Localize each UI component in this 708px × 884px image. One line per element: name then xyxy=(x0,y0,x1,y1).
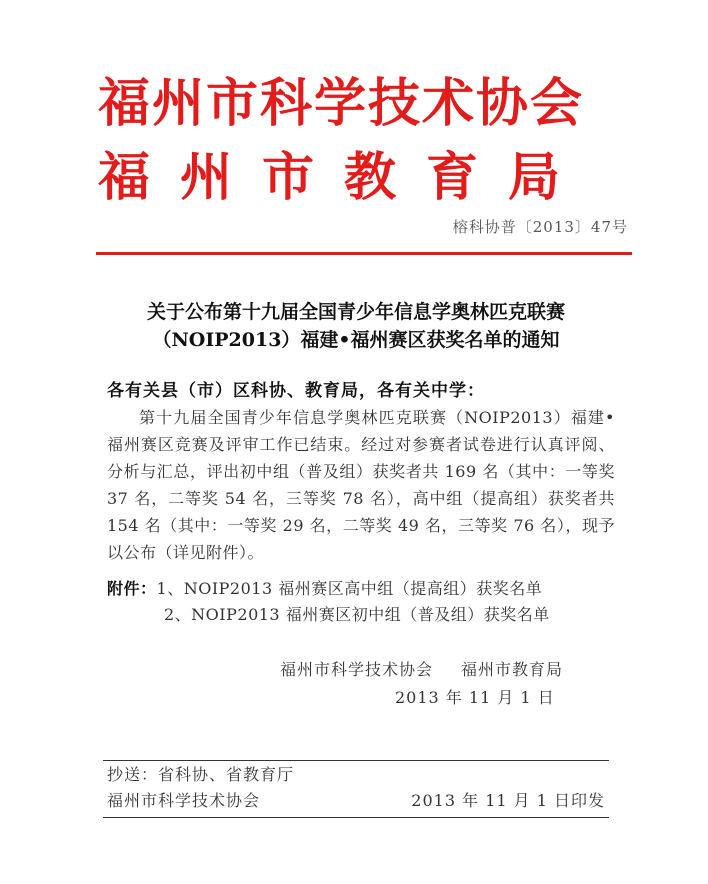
body-text xyxy=(107,404,615,566)
red-header-divider xyxy=(96,252,632,255)
cc-line: 抄送：省科协、省教育厅 xyxy=(107,765,295,784)
footer-issuer: 福州市科学技术协会 xyxy=(107,791,261,810)
footer-issue-line xyxy=(107,788,605,814)
signature-block xyxy=(280,656,563,712)
title-line-2: （NOIP2013）福建•福州赛区获奖名单的通知 xyxy=(152,329,560,351)
footer-print-date: 2013 年 11 月 1 日印发 xyxy=(411,791,605,810)
attachments-label: 附件： xyxy=(107,579,157,598)
title-line-1: 关于公布第十九届全国青少年信息学奥林匹克联赛 xyxy=(146,301,565,323)
attachments xyxy=(107,576,550,628)
signature-org-1: 福州市科学技术协会 xyxy=(280,660,434,679)
document-number: 榕科协普〔2013〕47号 xyxy=(452,218,628,236)
signature-org-2: 福州市教育局 xyxy=(461,660,564,679)
issuer-name-science-association: 福州市科学技术协会 xyxy=(98,74,585,134)
attachment-item-1: 1、NOIP2013 福州赛区高中组（提高组）获奖名单 xyxy=(156,579,543,598)
attachment-item-2: 2、NOIP2013 福州赛区初中组（普及组）获奖名单 xyxy=(164,605,550,624)
document-title xyxy=(96,298,616,354)
issuer-name-education-bureau: 福州市教育局 xyxy=(98,148,591,208)
signature-date: 2013 年 11 月 1 日 xyxy=(395,688,555,707)
salutation: 各有关县（市）区科协、教育局，各有关中学： xyxy=(107,381,485,401)
footer-divider-top xyxy=(103,760,609,761)
footer-divider-bottom xyxy=(103,817,609,818)
body-paragraph: 第十九届全国青少年信息学奥林匹克联赛（NOIP2013）福建•福州赛区竞赛及评审工作已结束。经过对参赛者试卷进行认真评阅、分析与汇总，评出初中组（普及组）获奖者共 169 名（其中：一等奖 37 名，二等奖 54 名，三等奖 78 名），高中组（提高组）获奖者共 154 名（其中：一等奖 29 名，二等奖 49 名，三等奖 76 名），现予以公布（详见附件）。 xyxy=(107,408,615,562)
